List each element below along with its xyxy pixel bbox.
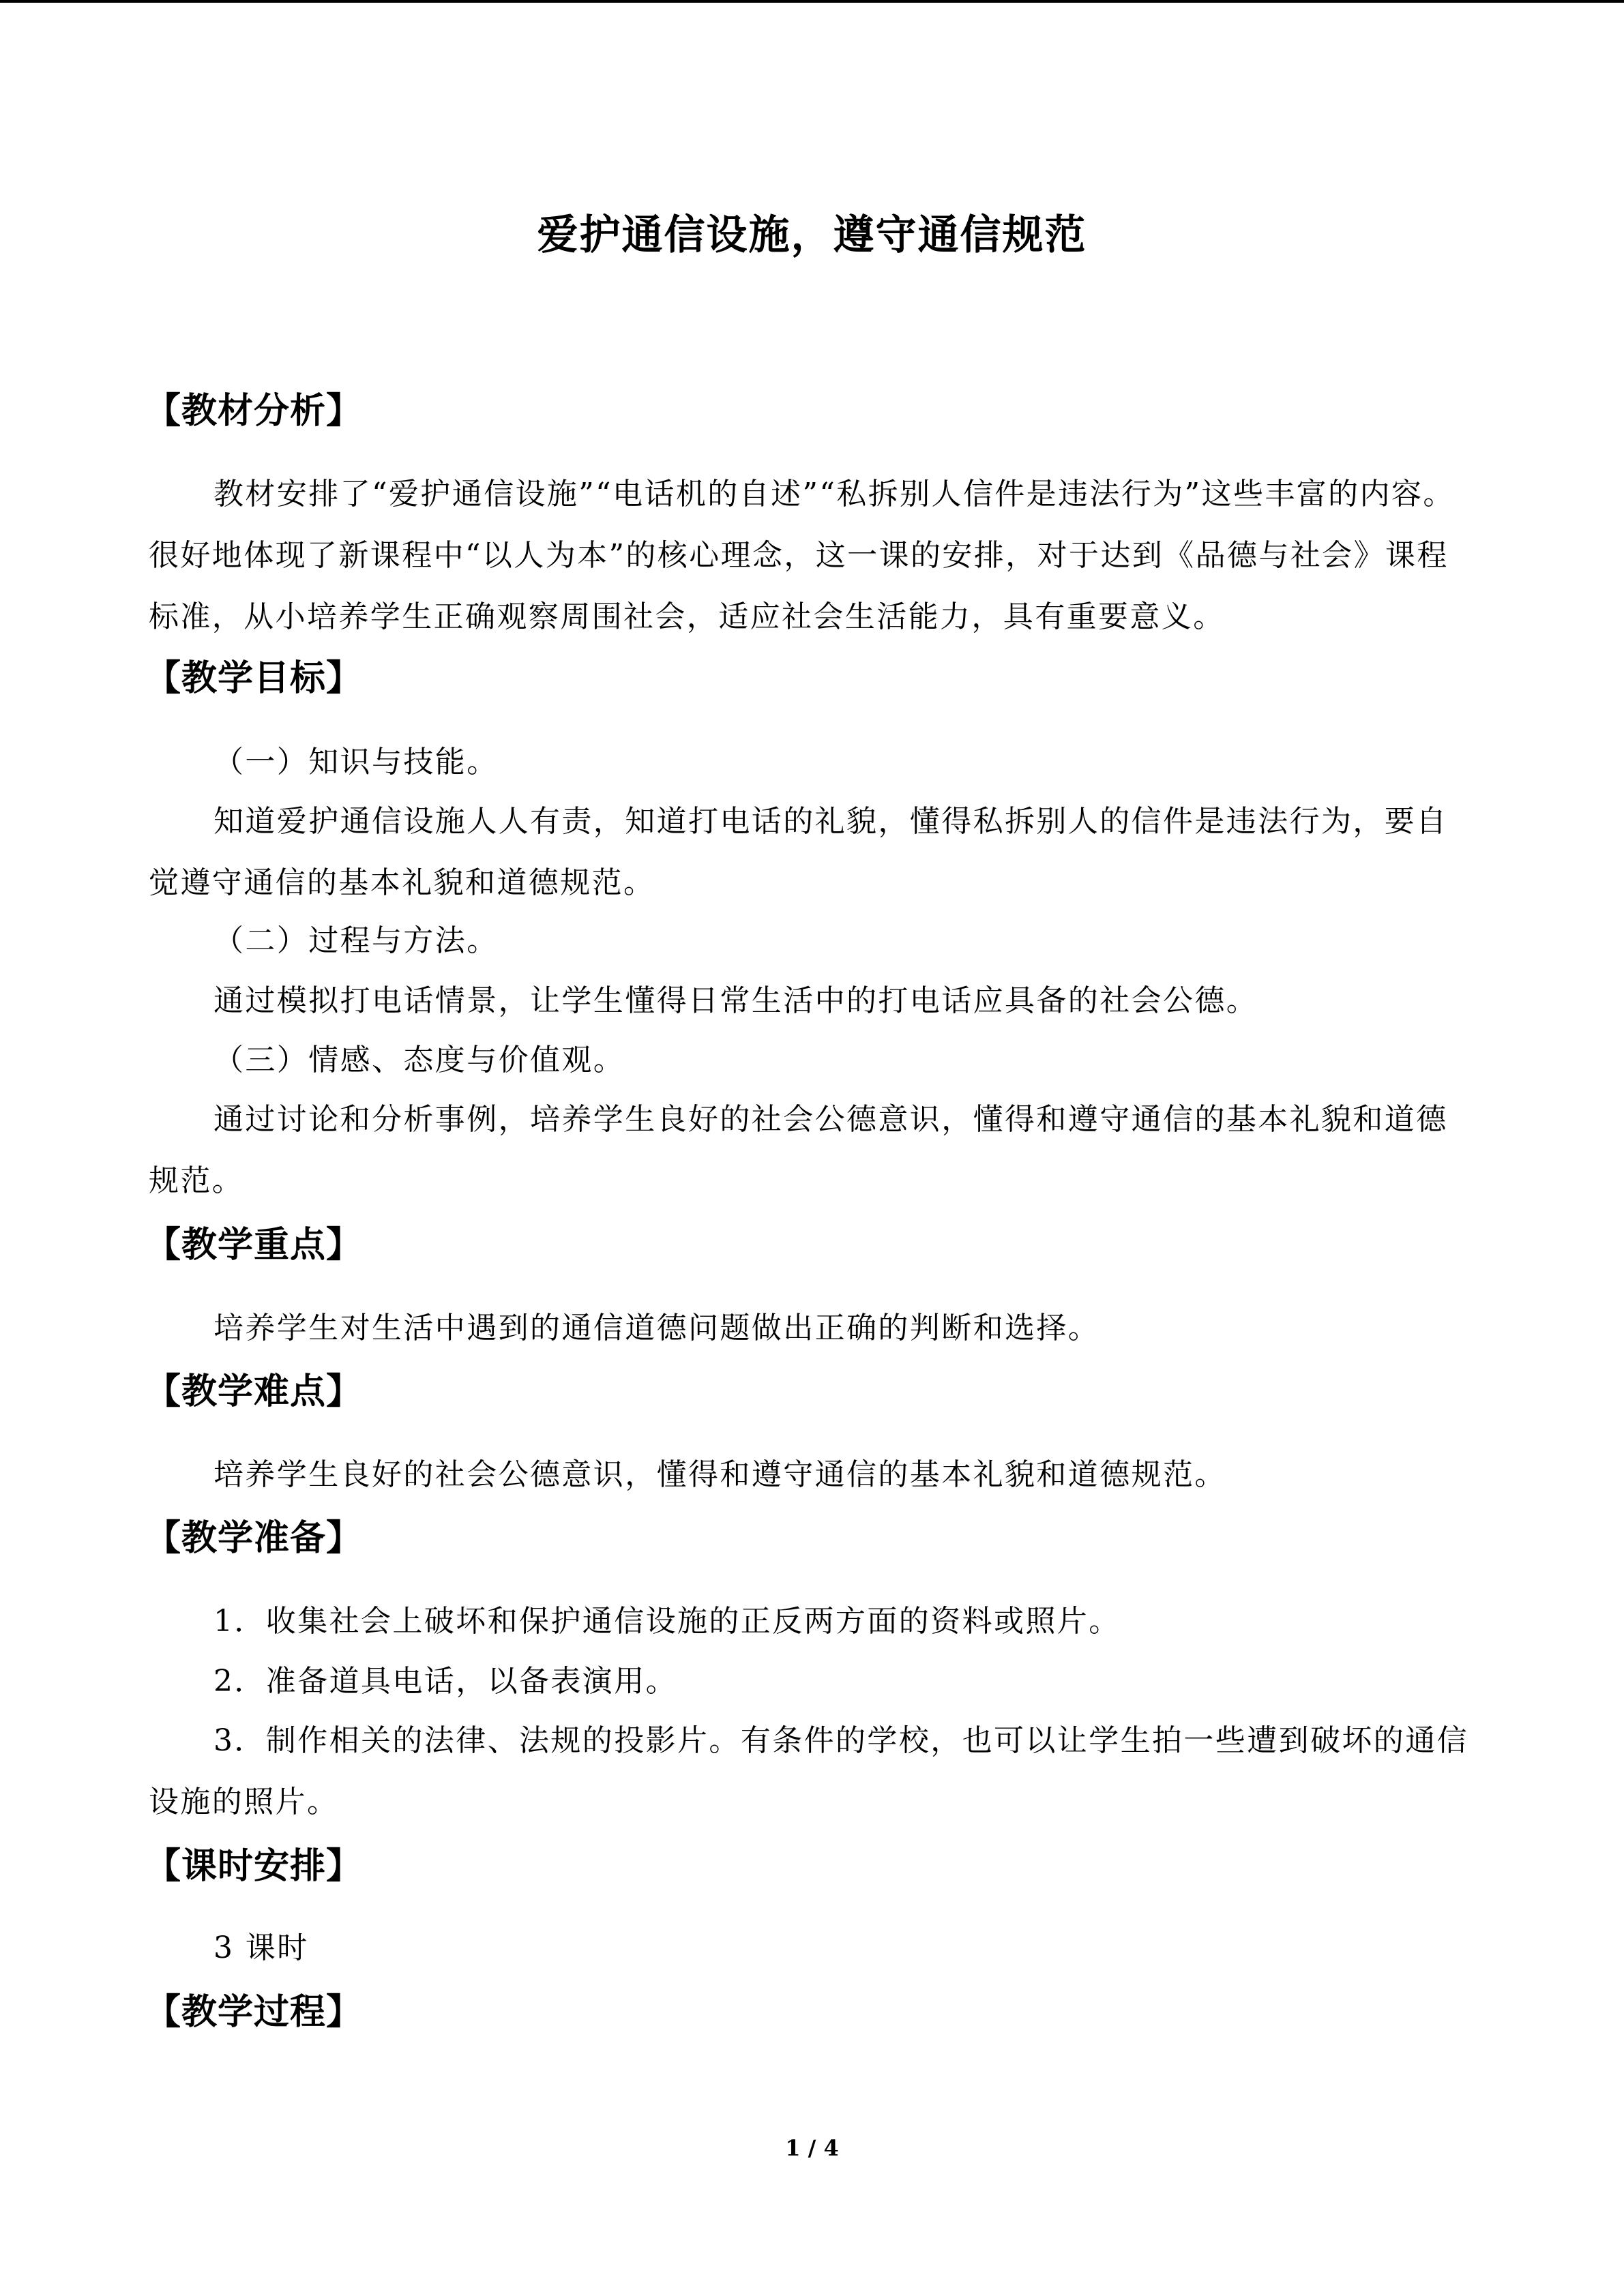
- heading-preparation: 【教学准备】: [145, 1517, 363, 1559]
- heading-key-points: 【教学重点】: [145, 1224, 363, 1266]
- page-number: 1 / 4: [785, 2135, 839, 2161]
- preparation-item1: 1．收集社会上破坏和保护通信设施的正反两方面的资料或照片。: [213, 1604, 1121, 1639]
- difficulties-body: 培养学生良好的社会公德意识，懂得和遵守通信的基本礼貌和道德规范。: [213, 1457, 1226, 1492]
- key-points-body: 培养学生对生活中遇到的通信道德问题做出正确的判断和选择。: [213, 1311, 1100, 1345]
- goals-item1-body: 知道爱护通信设施人人有责，知道打电话的礼貌，懂得私拆别人的信件是违法行为，要自觉遵守通信的基本礼貌和道德规范。: [149, 804, 1448, 900]
- heading-process: 【教学过程】: [145, 1991, 363, 2033]
- document-title: 爱护通信设施，遵守通信规范: [537, 211, 1087, 259]
- schedule-body: 3 课时: [213, 1930, 309, 1965]
- goals-item2-body: 通过模拟打电话情景，让学生懂得日常生活中的打电话应具备的社会公德。: [213, 983, 1258, 1018]
- goals-item3-label: （三）情感、态度与价值观。: [213, 1043, 625, 1077]
- preparation-item3: 3．制作相关的法律、法规的投影片。有条件的学校，也可以让学生拍一些遭到破坏的通信设施的照片。: [149, 1723, 1468, 1819]
- goals-item1-label: （一）知识与技能。: [213, 745, 499, 779]
- goals-item3-body: 通过讨论和分析事例，培养学生良好的社会公德意识，懂得和遵守通信的基本礼貌和道德规范。: [149, 1102, 1448, 1198]
- goals-item2-label: （二）过程与方法。: [213, 923, 499, 958]
- analysis-body: 教材安排了“爱护通信设施”“电话机的自述”“私拆别人信件是违法行为”这些丰富的内容。很好地体现了新课程中“以人为本”的核心理念，这一课的安排，对于达到《品德与社会》课程标准，从小培养学生正确观察周围社会，适应社会生活能力，具有重要意义。: [149, 477, 1455, 634]
- heading-analysis: 【教材分析】: [145, 390, 363, 432]
- heading-schedule: 【课时安排】: [145, 1845, 363, 1887]
- preparation-item2: 2．准备道具电话，以备表演用。: [213, 1664, 677, 1699]
- heading-goals: 【教学目标】: [145, 657, 363, 699]
- heading-difficulties: 【教学难点】: [145, 1371, 363, 1412]
